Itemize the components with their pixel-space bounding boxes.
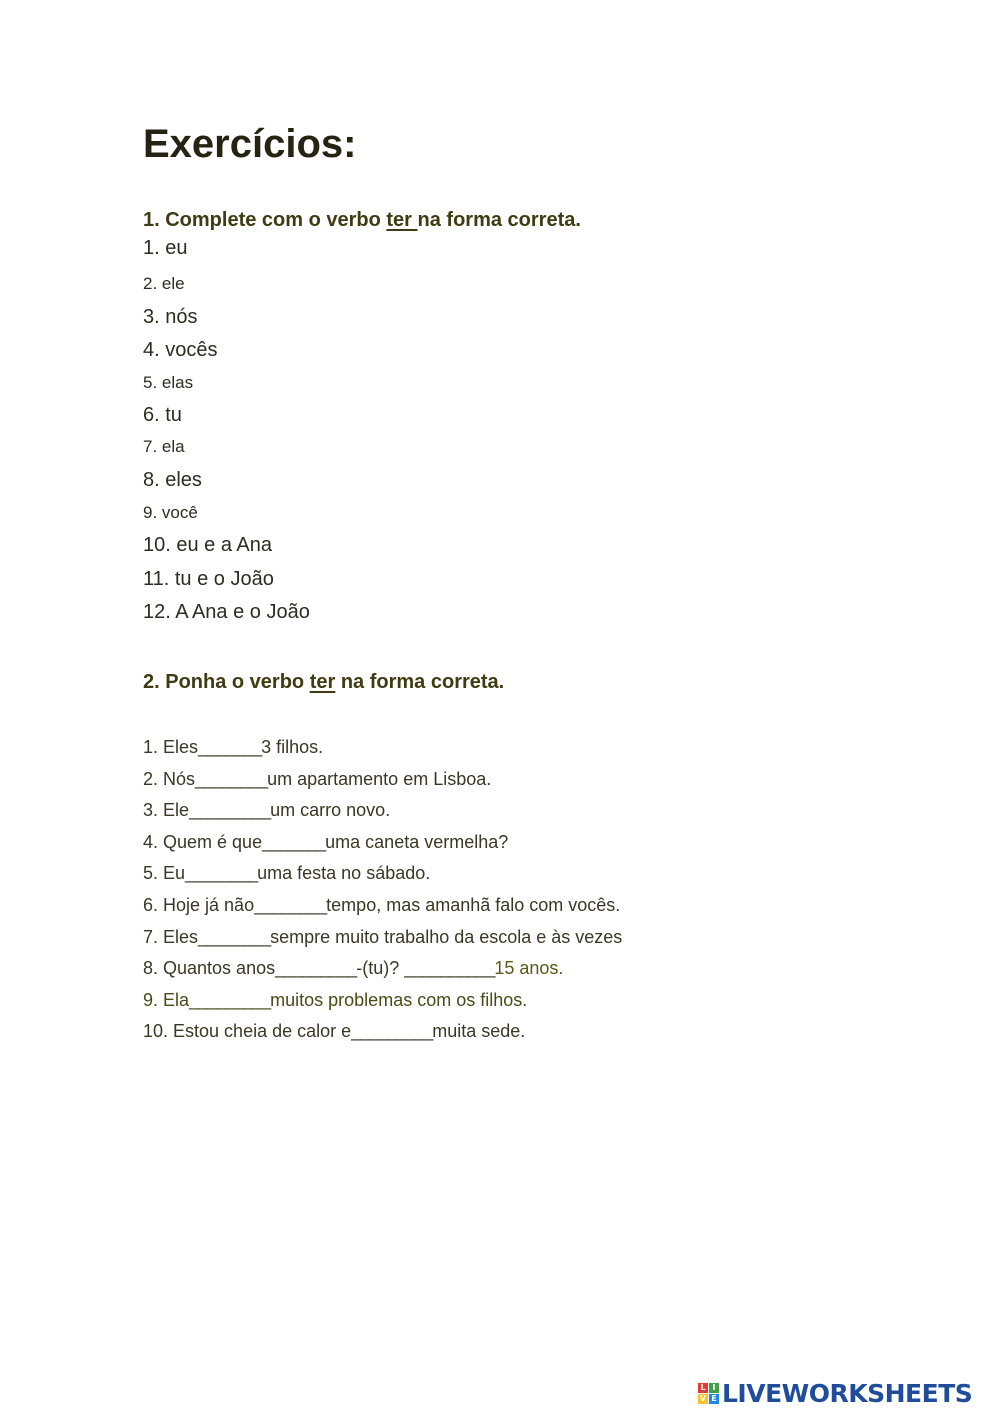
answer-blank[interactable]: _______ xyxy=(198,737,262,757)
answer-blank[interactable]: _________ xyxy=(189,989,271,1010)
exercise-sentence: 4. Quem é que_______uma caneta vermelha? xyxy=(143,831,509,852)
section-1-heading-prefix: 1. Complete com o verbo xyxy=(143,209,387,231)
logo-letter: I xyxy=(709,1383,719,1393)
exercise-sentence: 3. Ele_________um carro novo. xyxy=(143,800,391,821)
section-1-heading-verb: ter xyxy=(386,209,418,231)
answer-blank[interactable]: ________ xyxy=(254,894,327,915)
logo-letter: L xyxy=(698,1383,708,1393)
section-1-heading xyxy=(143,207,581,233)
liveworksheets-icon xyxy=(698,1383,719,1404)
section-1-item: 11. tu e o João xyxy=(143,568,274,590)
section-1-item: 5. elas xyxy=(143,373,194,392)
liveworksheets-logo[interactable] xyxy=(698,1378,972,1408)
section-2-heading-suffix: na forma correta. xyxy=(335,671,505,693)
exercise-sentence: 7. Eles________sempre muito trabalho da escola e às vezes xyxy=(143,926,623,947)
answer-blank[interactable]: _________ xyxy=(189,800,271,821)
exercise-sentence: 6. Hoje já não________tempo, mas amanhã falo com vocês. xyxy=(143,894,621,915)
page-title: Exercícios: xyxy=(143,122,357,166)
exercise-sentence: 10. Estou cheia de calor e_________muita sede. xyxy=(143,1021,526,1042)
section-2-heading xyxy=(143,669,504,695)
exercise-sentence: 9. Ela_________muitos problemas com os filhos. xyxy=(143,989,528,1010)
section-1-item: 4. vocês xyxy=(143,339,218,361)
section-1-item: 9. você xyxy=(143,503,198,522)
answer-blank[interactable]: _______ xyxy=(262,831,326,852)
logo-text: LIVEWORKSHEETS xyxy=(722,1378,973,1408)
answer-blank[interactable]: ________ xyxy=(198,926,271,947)
logo-letter: V xyxy=(699,1393,707,1403)
answer-blank[interactable]: ________ xyxy=(185,863,258,884)
exercise-sentence: 5. Eu________uma festa no sábado. xyxy=(143,863,431,884)
section-1-item: 8. eles xyxy=(143,469,202,491)
section-2-heading-prefix: 2. Ponha o verbo xyxy=(143,671,310,693)
answer-blank[interactable]: ________ xyxy=(195,768,268,789)
section-2-heading-verb: ter xyxy=(309,671,336,693)
answer-blank[interactable]: __________ xyxy=(404,958,495,979)
section-1-heading-suffix: na forma correta. xyxy=(417,209,581,231)
section-1-item: 1. eu xyxy=(143,237,188,259)
section-1-item: 2. ele xyxy=(143,274,185,293)
answer-blank[interactable]: _________ xyxy=(275,958,357,979)
exercise-sentence: 1. Eles_______3 filhos. xyxy=(143,737,324,757)
section-1-item: 12. A Ana e o João xyxy=(143,601,310,623)
section-2-list xyxy=(143,733,622,1049)
answer-blank[interactable]: _________ xyxy=(351,1021,433,1042)
section-1-item: 6. tu xyxy=(143,404,182,426)
section-1-item: 7. ela xyxy=(143,437,185,456)
logo-letter: E xyxy=(709,1394,719,1404)
section-1-item: 10. eu e a Ana xyxy=(143,534,273,556)
exercise-sentence: 8. Quantos anos_________-(tu)? __________15 anos. xyxy=(143,958,564,979)
section-1-item: 3. nós xyxy=(143,306,198,328)
exercise-sentence: 2. Nós________um apartamento em Lisboa. xyxy=(143,768,492,789)
